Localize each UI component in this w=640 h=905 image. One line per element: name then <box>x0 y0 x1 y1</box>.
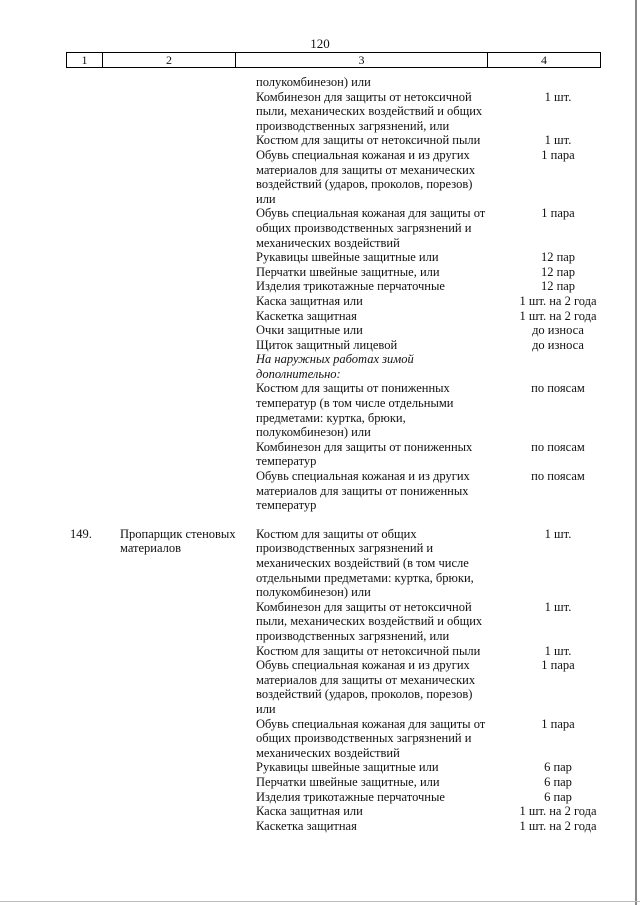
table-row <box>0 75 640 513</box>
ppe-note: На наружных работах зимой дополнительно: <box>256 352 414 381</box>
ppe-item: Рукавицы швейные защитные или <box>256 250 439 265</box>
ppe-item: Изделия трикотажные перчаточные <box>256 789 445 804</box>
ppe-line <box>256 644 613 659</box>
scan-edge <box>635 0 637 905</box>
ppe-norm: 12 пар <box>540 264 576 279</box>
ppe-line <box>256 804 613 819</box>
header-col-2: 2 <box>103 53 236 67</box>
ppe-item: Обувь специальная кожаная для защиты от общих производственных загрязнений и механических воздействий <box>256 716 486 760</box>
ppe-line <box>256 775 613 790</box>
ppe-line <box>256 279 613 294</box>
ppe-item: Рукавицы швейные защитные или <box>256 760 439 775</box>
ppe-line <box>256 75 613 90</box>
ppe-norm: 1 шт. <box>544 526 572 541</box>
ppe-line <box>256 206 613 250</box>
ppe-line <box>256 658 613 716</box>
ppe-item: Каскетка защитная <box>256 818 357 833</box>
scan-bottom-edge <box>0 901 640 902</box>
ppe-line <box>256 133 613 148</box>
ppe-line <box>256 819 613 834</box>
table-row <box>0 527 640 833</box>
header-col-1: 1 <box>67 53 103 67</box>
ppe-line <box>256 250 613 265</box>
ppe-norm: 1 пара <box>541 206 575 221</box>
header-col-3: 3 <box>236 53 488 67</box>
ppe-norm: по поясам <box>531 381 585 396</box>
profession-name: Пропарщик стеновых материалов <box>120 526 236 556</box>
ppe-item: Обувь специальная кожаная и из других материалов для защиты от механических воздействий (ударов, проколов, порезов) или <box>256 658 476 716</box>
ppe-norm: до износа <box>532 323 584 338</box>
ppe-norm: 1 шт. на 2 года <box>519 804 597 819</box>
ppe-norm: по поясам <box>531 469 585 484</box>
ppe-line <box>256 527 613 600</box>
ppe-line <box>256 338 613 353</box>
ppe-item: Комбинезон для защиты от нетоксичной пыли, механических воздействий и общих производственных загрязнений, или <box>256 89 483 133</box>
ppe-item: Костюм для защиты от пониженных температур (в том числе отдельными предметами: куртка, брюки, полукомбинезон) или <box>256 381 454 440</box>
ppe-item: Перчатки швейные защитные, или <box>256 264 440 279</box>
ppe-list <box>256 527 613 833</box>
ppe-line <box>256 440 613 469</box>
ppe-item: Костюм для защиты от нетоксичной пыли <box>256 643 481 658</box>
page-number: 120 <box>310 36 330 51</box>
ppe-item: Каска защитная или <box>256 804 363 819</box>
ppe-norm: 1 шт. <box>544 599 572 614</box>
ppe-norm: 1 шт. на 2 года <box>519 308 597 323</box>
ppe-line <box>256 790 613 805</box>
ppe-norm: 1 шт. <box>544 89 572 104</box>
ppe-item: Перчатки швейные защитные, или <box>256 774 440 789</box>
ppe-norm: 6 пар <box>544 789 572 804</box>
table-body <box>0 75 640 847</box>
row-number: 149. <box>70 526 92 541</box>
row-number <box>0 75 120 513</box>
ppe-norm: 1 шт. на 2 года <box>519 293 597 308</box>
ppe-norm: 12 пар <box>540 279 576 294</box>
ppe-item: Изделия трикотажные перчаточные <box>256 279 445 294</box>
ppe-line <box>256 309 613 324</box>
ppe-item: Обувь специальная кожаная и из других материалов для защиты от механических воздействий (ударов, проколов, порезов) или <box>256 147 476 206</box>
ppe-line <box>256 469 613 513</box>
ppe-item: полукомбинезон) или <box>256 75 371 89</box>
ppe-line <box>256 381 613 439</box>
ppe-norm <box>500 75 613 90</box>
ppe-norm: 6 пар <box>544 760 572 775</box>
ppe-norm: по поясам <box>531 439 585 454</box>
ppe-line <box>256 600 613 644</box>
ppe-norm: 1 пара <box>541 658 575 673</box>
ppe-item: Обувь специальная кожаная и из других материалов для защиты от пониженных температур <box>256 469 470 513</box>
ppe-norm: 1 пара <box>541 716 575 731</box>
ppe-item: Обувь специальная кожаная для защиты от общих производственных загрязнений и механических воздействий <box>256 206 486 250</box>
ppe-item: Очки защитные или <box>256 323 363 338</box>
ppe-line <box>256 294 613 309</box>
profession-name <box>120 75 256 513</box>
ppe-item: Комбинезон для защиты от пониженных температур <box>256 439 473 469</box>
ppe-norm: 1 пара <box>541 147 575 162</box>
ppe-item: Щиток защитный лицевой <box>256 337 398 352</box>
header-col-4: 4 <box>541 53 547 67</box>
ppe-norm: 1 шт. <box>544 133 572 148</box>
table-header <box>66 52 601 68</box>
ppe-line <box>256 148 613 206</box>
ppe-norm <box>500 352 613 381</box>
ppe-item: Каскетка защитная <box>256 308 357 323</box>
ppe-norm: 12 пар <box>540 250 576 265</box>
ppe-item: Каска защитная или <box>256 293 363 308</box>
ppe-line <box>256 90 613 134</box>
ppe-line <box>256 717 613 761</box>
ppe-item: Костюм для защиты от нетоксичной пыли <box>256 133 481 148</box>
ppe-line <box>256 352 613 381</box>
ppe-item: Комбинезон для защиты от нетоксичной пыли, механических воздействий и общих производственных загрязнений, или <box>256 599 483 643</box>
ppe-norm: 1 шт. на 2 года <box>519 818 597 833</box>
ppe-line <box>256 265 613 280</box>
ppe-norm: до износа <box>532 337 584 352</box>
ppe-line <box>256 323 613 338</box>
ppe-norm: 1 шт. <box>544 643 572 658</box>
ppe-line <box>256 760 613 775</box>
ppe-norm: 6 пар <box>544 774 572 789</box>
ppe-item: Костюм для защиты от общих производственных загрязнений и механических воздействий (в том числе отдельными предметами: куртка, брюки, полукомбинезон) или <box>256 526 474 600</box>
ppe-list <box>256 75 613 513</box>
